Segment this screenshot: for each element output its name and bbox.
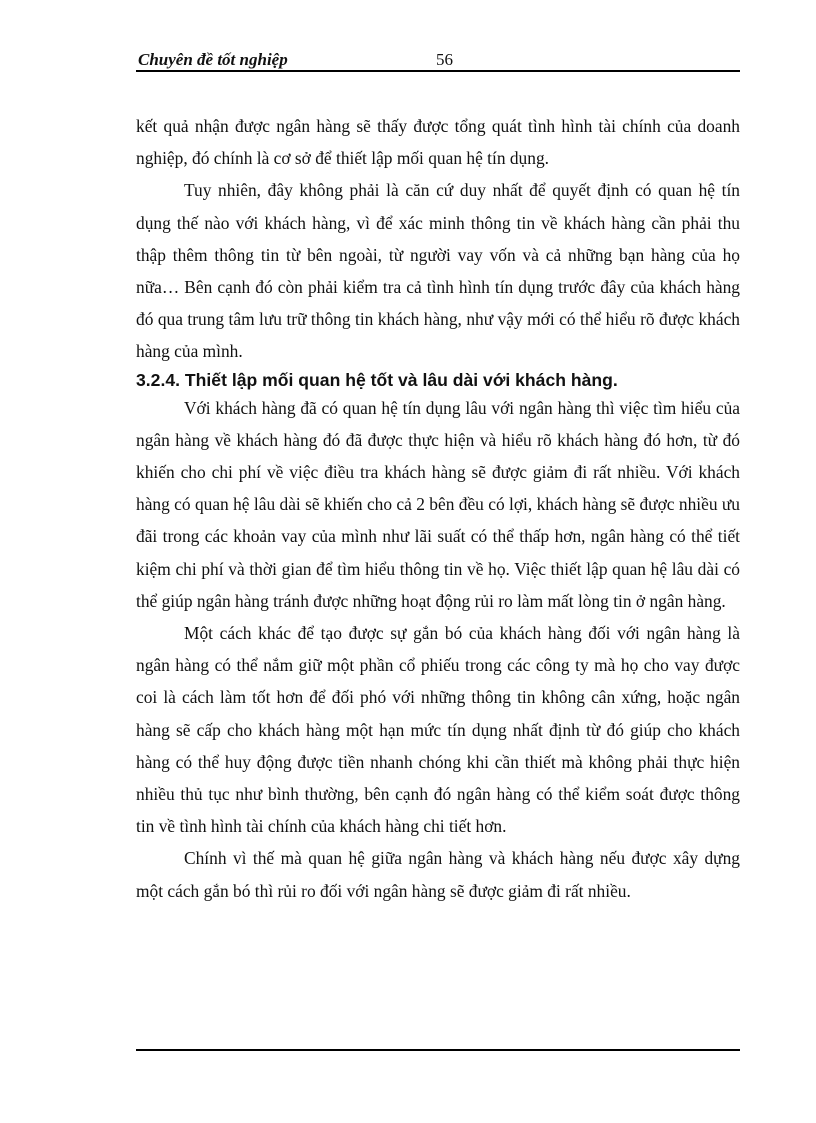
paragraph: Một cách khác để tạo được sự gắn bó của khách hàng đối với ngân hàng là ngân hàng có thể nắm giữ một phần cổ phiếu trong các công ty mà họ cho vay được coi là cách làm tốt hơn để đối phó với những thông tin không cân xứng, hoặc ngân hàng sẽ cấp cho khách hàng một hạn mức tín dụng nhất định từ đó giúp cho khách hàng có thể huy động được tiền nhanh chóng khi cần thiết mà không phải thực hiện nhiều thủ tục như bình thường, bên cạnh đó ngân hàng có thể kiểm soát được thông tin về tình hình tài chính của khách hàng chi tiết hơn. xyxy=(136,623,740,837)
paragraph: Tuy nhiên, đây không phải là căn cứ duy nhất để quyết định có quan hệ tín dụng thế nào với khách hàng, vì để xác minh thông tin về khách hàng cần phải thu thập thêm thông tin từ bên ngoài, từ người vay vốn và cả những bạn hàng của họ nữa… Bên cạnh đó còn phải kiểm tra cả tình hình tín dụng trước đây của khách hàng đó qua trung tâm lưu trữ thông tin khách hàng, như vậy mới có thể hiểu rõ được khách hàng của mình. xyxy=(136,180,740,362)
paragraph: Chính vì thế mà quan hệ giữa ngân hàng và khách hàng nếu được xây dựng một cách gắn bó thì rủi ro đối với ngân hàng sẽ được giảm đi rất nhiều. xyxy=(136,848,740,901)
page-header xyxy=(136,48,740,72)
section-heading: 3.2.4. Thiết lập mối quan hệ tốt và lâu dài với khách hàng. xyxy=(136,369,618,390)
paragraph: kết quả nhận được ngân hàng sẽ thấy được tổng quát tình hình tài chính của doanh nghiệp, đó chính là cơ sở để thiết lập mối quan hệ tín dụng. xyxy=(136,116,740,169)
page-number: 56 xyxy=(436,50,453,69)
footer-divider xyxy=(136,1049,740,1051)
document-title: Chuyên đề tốt nghiệp xyxy=(138,50,288,69)
page-body xyxy=(136,110,740,907)
paragraph: Với khách hàng đã có quan hệ tín dụng lâu với ngân hàng thì việc tìm hiểu của ngân hàng về khách hàng đó đã được thực hiện và hiểu rõ khách hàng đó hơn, từ đó khiến cho chi phí về việc điều tra khách hàng sẽ được giảm đi rất nhiều. Với khách hàng có quan hệ lâu dài sẽ khiến cho cả 2 bên đều có lợi, khách hàng sẽ được nhiều ưu đãi trong các khoản vay của mình như lãi suất có thể thấp hơn, ngân hàng có thể tiết kiệm chi phí và thời gian để tìm hiểu thông tin về họ. Việc thiết lập quan hệ lâu dài có thể giúp ngân hàng tránh được những hoạt động rủi ro làm mất lòng tin ở ngân hàng. xyxy=(136,397,740,611)
